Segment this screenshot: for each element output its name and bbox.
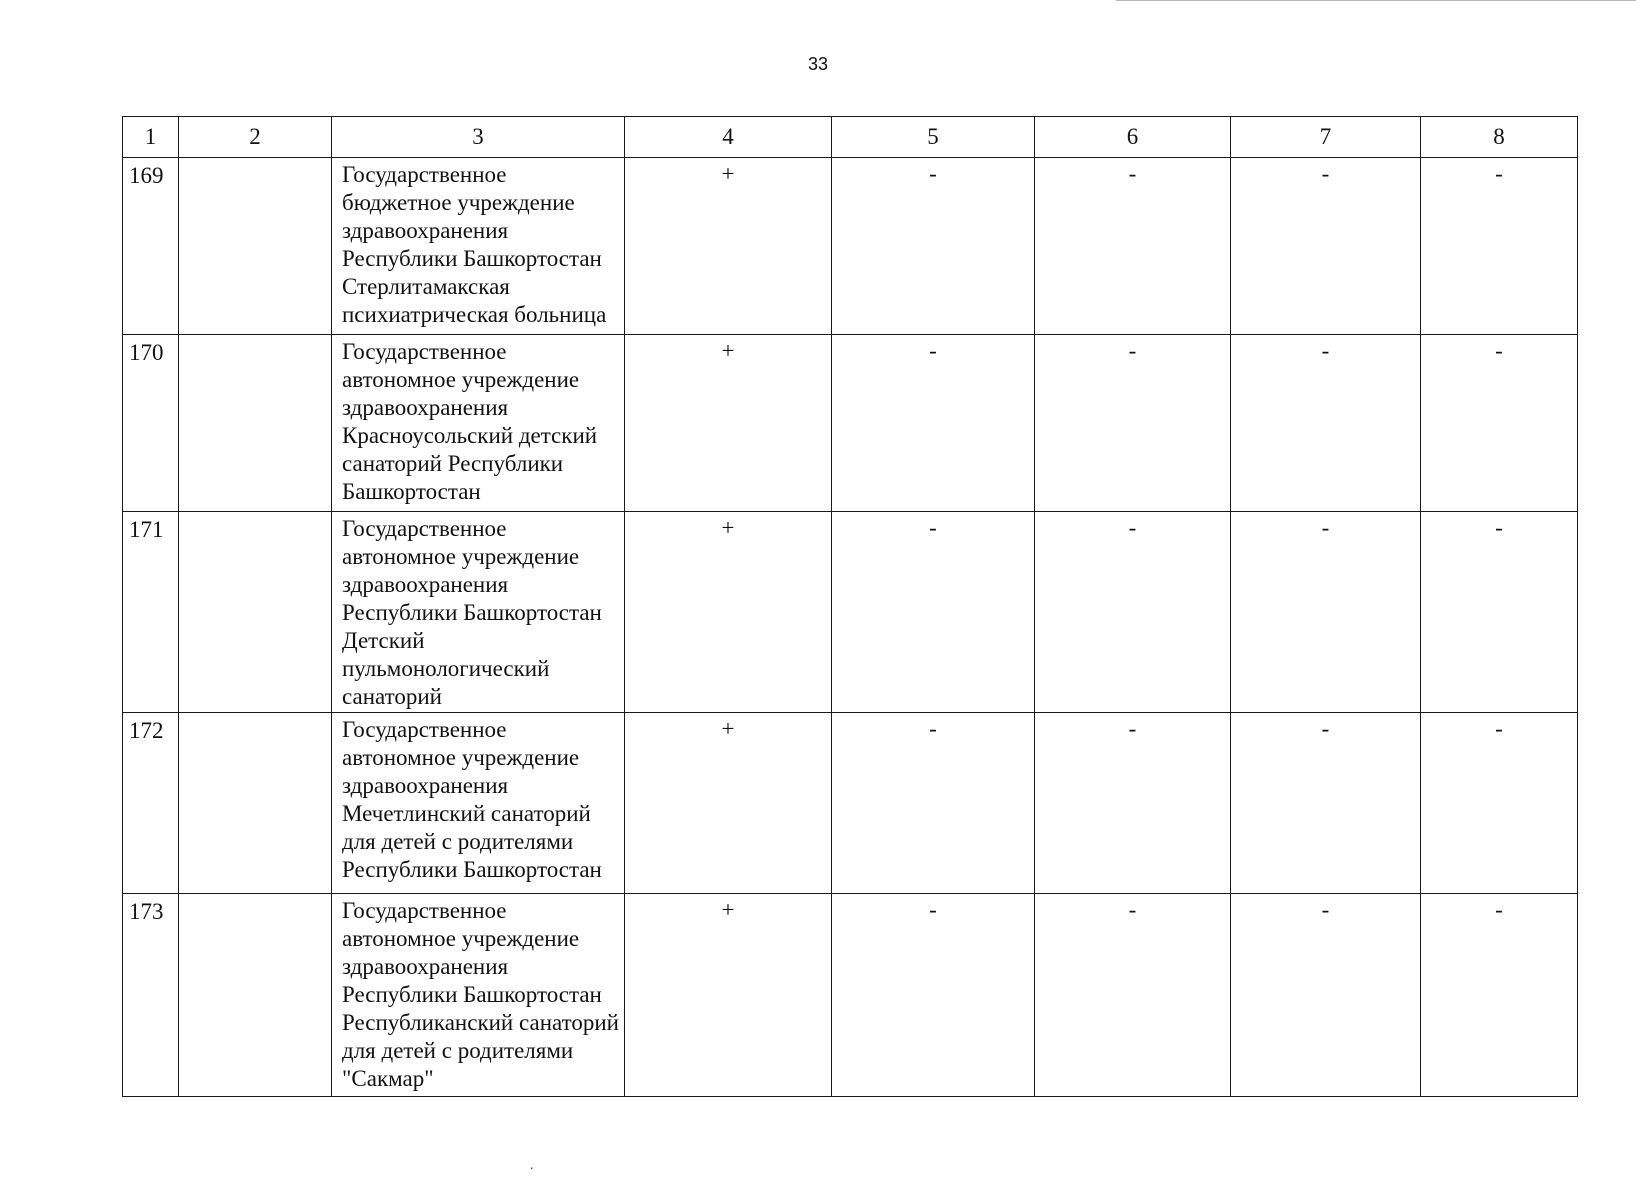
mark-col-5: - bbox=[832, 512, 1035, 713]
mark-col-4: + bbox=[625, 335, 832, 512]
mark-col-7: - bbox=[1231, 158, 1421, 335]
column-header-8: 8 bbox=[1421, 117, 1578, 158]
institution-name: Государственное бюджетное учреждение здравоохранения Республики Башкортостан Стерлитамакская психиатрическая больница bbox=[332, 158, 625, 335]
top-rule bbox=[1116, 0, 1636, 1]
table-row bbox=[123, 158, 1578, 335]
row-number: 169 bbox=[123, 158, 179, 335]
mark-col-5: - bbox=[832, 713, 1035, 894]
table-row bbox=[123, 335, 1578, 512]
mark-col-4: + bbox=[625, 512, 832, 713]
table-row bbox=[123, 894, 1578, 1097]
mark-col-4: + bbox=[625, 894, 832, 1097]
column-2-cell bbox=[179, 158, 332, 335]
mark-col-7: - bbox=[1231, 894, 1421, 1097]
column-header-3: 3 bbox=[332, 117, 625, 158]
mark-col-4: + bbox=[625, 158, 832, 335]
mark-col-8: - bbox=[1421, 158, 1578, 335]
column-header-4: 4 bbox=[625, 117, 832, 158]
row-number: 172 bbox=[123, 713, 179, 894]
mark-col-5: - bbox=[832, 894, 1035, 1097]
mark-col-7: - bbox=[1231, 713, 1421, 894]
mark-col-8: - bbox=[1421, 512, 1578, 713]
column-header-6: 6 bbox=[1035, 117, 1231, 158]
header-row bbox=[123, 117, 1578, 158]
table-row bbox=[123, 713, 1578, 894]
mark-col-4: + bbox=[625, 713, 832, 894]
mark-col-5: - bbox=[832, 158, 1035, 335]
table-row bbox=[123, 512, 1578, 713]
mark-col-6: - bbox=[1035, 158, 1231, 335]
column-2-cell bbox=[179, 512, 332, 713]
mark-col-7: - bbox=[1231, 335, 1421, 512]
column-header-2: 2 bbox=[179, 117, 332, 158]
mark-col-8: - bbox=[1421, 894, 1578, 1097]
institution-name: Государственное автономное учреждение здравоохранения Республики Башкортостан Детский пульмонологический санаторий bbox=[332, 512, 625, 713]
column-2-cell bbox=[179, 335, 332, 512]
data-table bbox=[122, 116, 1578, 1097]
column-2-cell bbox=[179, 713, 332, 894]
mark-col-7: - bbox=[1231, 512, 1421, 713]
mark-col-8: - bbox=[1421, 713, 1578, 894]
column-header-1: 1 bbox=[123, 117, 179, 158]
row-number: 171 bbox=[123, 512, 179, 713]
institution-name: Государственное автономное учреждение здравоохранения Республики Башкортостан Республиканский санаторий для детей с родителями "Сакмар" bbox=[332, 894, 625, 1097]
mark-col-6: - bbox=[1035, 335, 1231, 512]
row-number: 170 bbox=[123, 335, 179, 512]
institution-name: Государственное автономное учреждение здравоохранения Мечетлинский санаторий для детей с родителями Республики Башкортостан bbox=[332, 713, 625, 894]
mark-col-6: - bbox=[1035, 894, 1231, 1097]
column-header-7: 7 bbox=[1231, 117, 1421, 158]
column-header-5: 5 bbox=[832, 117, 1035, 158]
row-number: 173 bbox=[123, 894, 179, 1097]
mark-col-5: - bbox=[832, 335, 1035, 512]
page-number: 33 bbox=[807, 54, 829, 74]
mark-col-8: - bbox=[1421, 335, 1578, 512]
mark-col-6: - bbox=[1035, 512, 1231, 713]
column-2-cell bbox=[179, 894, 332, 1097]
scan-speck: . bbox=[530, 1158, 534, 1173]
institution-name: Государственное автономное учреждение здравоохранения Красноусольский детский санаторий Республики Башкортостан bbox=[332, 335, 625, 512]
mark-col-6: - bbox=[1035, 713, 1231, 894]
